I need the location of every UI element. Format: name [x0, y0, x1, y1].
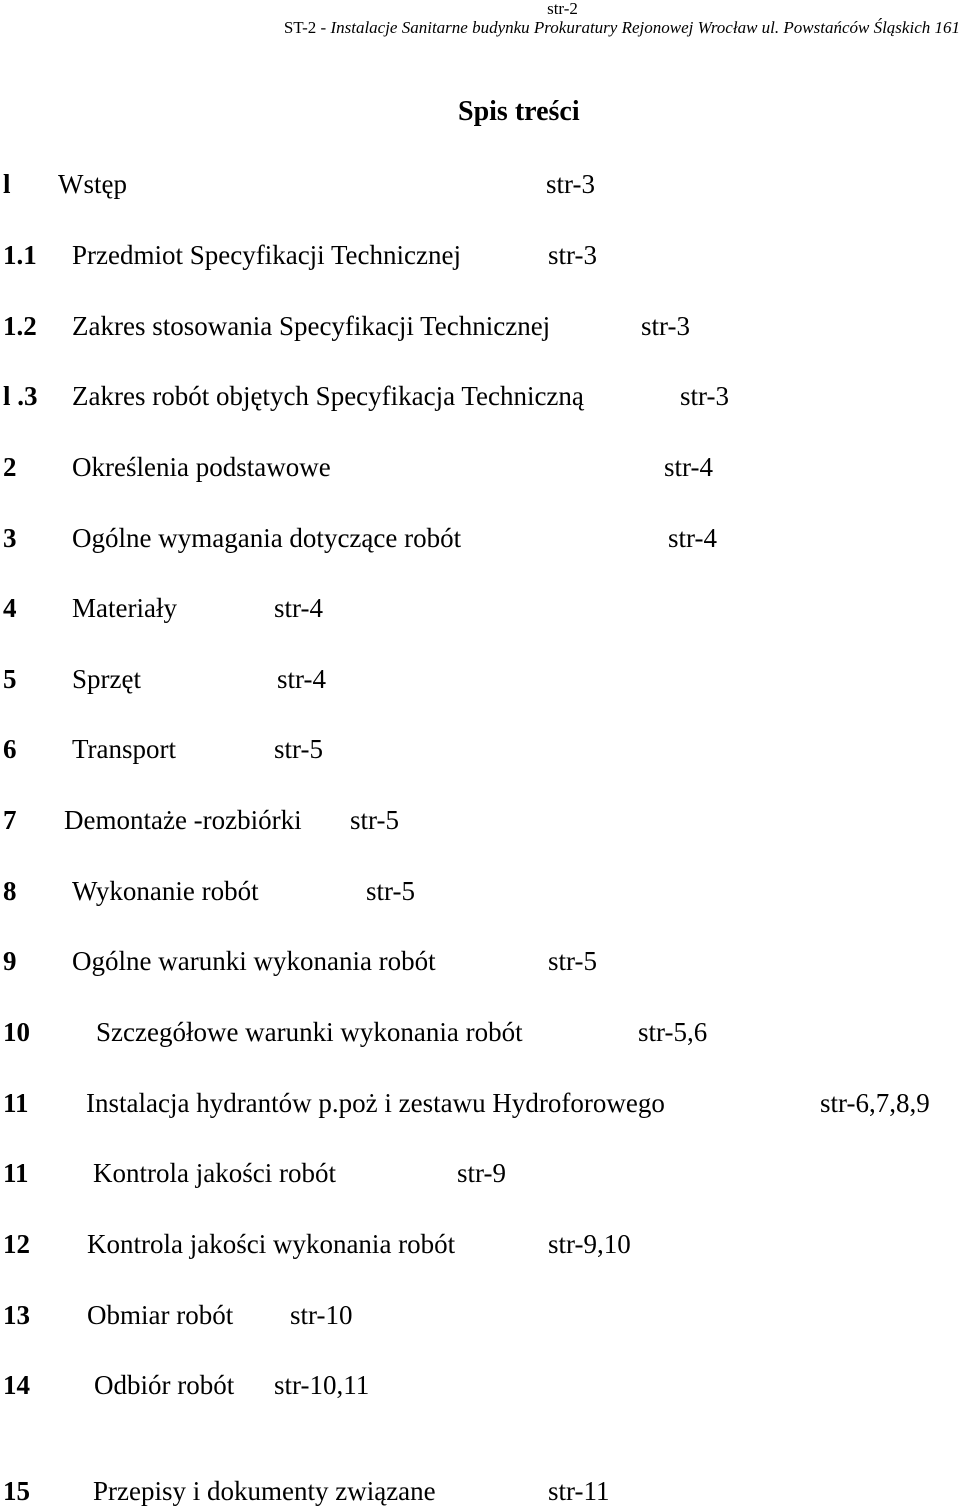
- toc-entry-title: Zakres stosowania Specyfikacji Technicznej: [72, 311, 551, 341]
- toc-entry-number: 2: [3, 452, 17, 482]
- toc-entry-number: 6: [3, 734, 17, 764]
- toc-entry-number: 9: [3, 946, 17, 976]
- toc-entry-page: str-3: [546, 169, 595, 199]
- toc-entry-title: Zakres robót objętych Specyfikacja Techniczną: [72, 381, 584, 411]
- toc-entry-title: Ogólne wymagania dotyczące robót: [72, 523, 462, 553]
- toc-entry-title: Obmiar robót: [87, 1300, 234, 1330]
- toc-entry: [0, 1473, 960, 1509]
- toc-entry: [0, 166, 960, 202]
- toc-entry-title: Szczegółowe warunki wykonania robót: [96, 1017, 523, 1047]
- toc-entry: [0, 1226, 960, 1262]
- toc-entry-page: str-10: [290, 1300, 353, 1330]
- toc-entry-number: 11: [3, 1088, 29, 1118]
- toc-entry-title: Transport: [72, 734, 177, 764]
- toc-entry-page: str-4: [668, 523, 717, 553]
- toc-entry: [0, 1014, 960, 1050]
- toc-entry-title: Demontaże -rozbiórki: [64, 805, 302, 835]
- toc-entry-title: Materiały: [72, 593, 177, 623]
- toc-entry-page: str-4: [664, 452, 713, 482]
- toc-entry-title: Przedmiot Specyfikacji Technicznej: [72, 240, 461, 270]
- toc-entry: [0, 1297, 960, 1333]
- toc-entry-page: str-5: [366, 876, 415, 906]
- header-page-number: str-2: [547, 0, 578, 18]
- toc-entry: [0, 308, 960, 344]
- toc-entry-title: Wykonanie robót: [72, 876, 259, 906]
- toc-entry-title: Kontrola jakości wykonania robót: [87, 1229, 456, 1259]
- toc-entry: [0, 378, 960, 414]
- toc-entry: [0, 802, 960, 838]
- toc-entry: [0, 661, 960, 697]
- toc-entry-number: 10: [3, 1017, 30, 1047]
- toc-entry-page: str-9,10: [548, 1229, 631, 1259]
- toc-entry-title: Kontrola jakości robót: [93, 1158, 336, 1188]
- toc-entry: [0, 1155, 960, 1191]
- running-header: [284, 18, 960, 38]
- toc-entry-title: Wstęp: [58, 169, 127, 199]
- toc-entry-title: Instalacja hydrantów p.poż i zestawu Hydroforowego: [86, 1088, 665, 1118]
- toc-entry-page: str-4: [274, 593, 323, 623]
- toc-entry-number: 13: [3, 1300, 30, 1330]
- toc-entry-page: str-4: [277, 664, 326, 694]
- toc-entry: [0, 731, 960, 767]
- toc-entry-page: str-11: [548, 1476, 610, 1506]
- toc-entry-number: 5: [3, 664, 17, 694]
- toc-entry-number: 14: [3, 1370, 30, 1400]
- toc-entry-number: 7: [3, 805, 17, 835]
- toc-entry-title: Przepisy i dokumenty związane: [93, 1476, 436, 1506]
- toc-entry-page: str-5,6: [638, 1017, 708, 1047]
- toc-entry-page: str-9: [457, 1158, 506, 1188]
- toc-entry: [0, 449, 960, 485]
- toc-entry-title: Odbiór robót: [94, 1370, 235, 1400]
- toc-entry-page: str-5: [350, 805, 399, 835]
- toc-entry-page: str-3: [680, 381, 729, 411]
- toc-entry-number: 3: [3, 523, 17, 553]
- toc-entry-number: 11: [3, 1158, 29, 1188]
- toc-entry-number: 1.1: [3, 240, 37, 270]
- toc-entry-page: str-3: [641, 311, 690, 341]
- toc-entry-title: Określenia podstawowe: [72, 452, 331, 482]
- toc-entry: [0, 1367, 960, 1403]
- toc-entry: [0, 943, 960, 979]
- toc-entry-number: 4: [3, 593, 17, 623]
- toc-entry-number: l: [3, 169, 11, 199]
- toc-entry: [0, 237, 960, 273]
- toc-entry-page: str-5: [548, 946, 597, 976]
- toc-entry-number: 1.2: [3, 311, 37, 341]
- toc-entry: [0, 590, 960, 626]
- toc-entry-number: l .3: [3, 381, 38, 411]
- toc-entry-number: 15: [3, 1476, 30, 1506]
- toc-entry-page: str-10,11: [274, 1370, 370, 1400]
- toc-entry-page: str-3: [548, 240, 597, 270]
- toc-title: Spis treści: [458, 96, 580, 127]
- header-doc-title: Instalacje Sanitarne budynku Prokuratury Rejonowej Wrocław ul. Powstańców Śląskich 161: [330, 18, 960, 37]
- toc-entry-number: 8: [3, 876, 17, 906]
- toc-entry-number: 12: [3, 1229, 30, 1259]
- toc-entry: [0, 1085, 960, 1121]
- header-doc-code: ST-2 -: [283, 18, 331, 37]
- toc-entry: [0, 520, 960, 556]
- toc-entry-page: str-6,7,8,9: [820, 1088, 930, 1118]
- toc-entry-title: Sprzęt: [72, 664, 141, 694]
- toc-entry-title: Ogólne warunki wykonania robót: [72, 946, 436, 976]
- toc-entry: [0, 873, 960, 909]
- toc-entry-page: str-5: [274, 734, 323, 764]
